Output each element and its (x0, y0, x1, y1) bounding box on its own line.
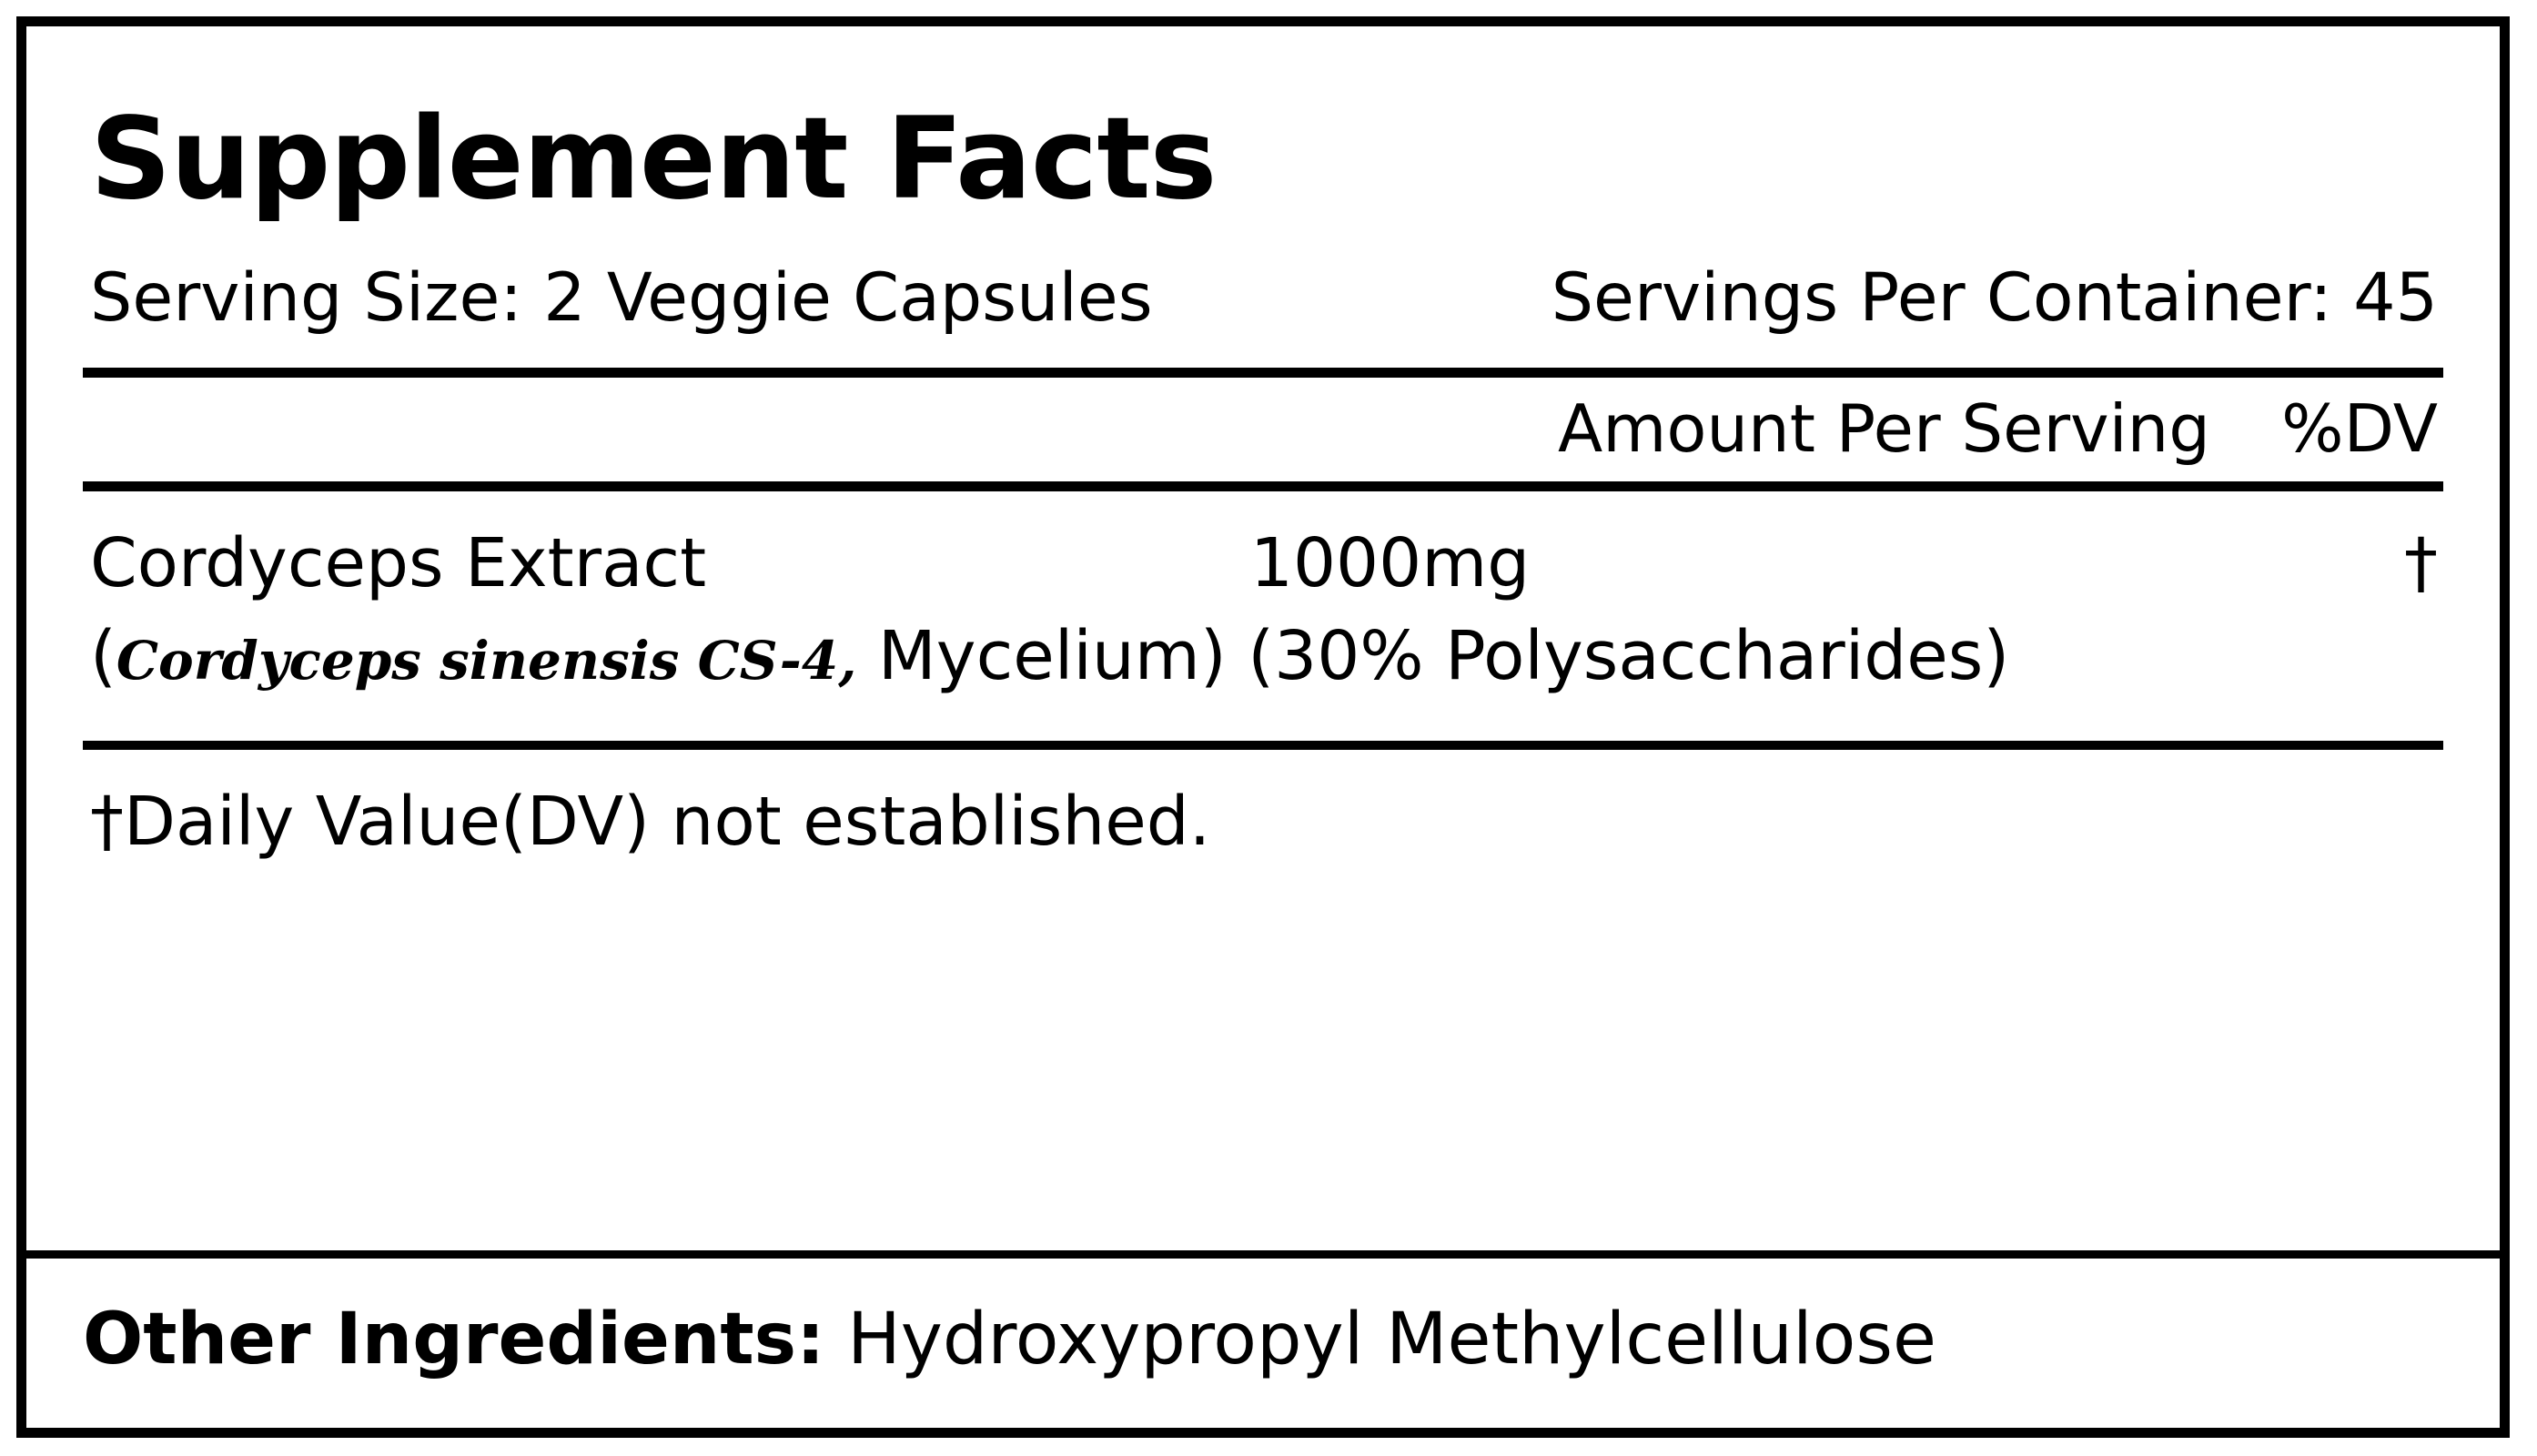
other-ingredients (83, 1299, 2463, 1380)
serving-size: Serving Size: 2 Veggie Capsules (90, 259, 1153, 337)
table-row (90, 524, 2438, 602)
other-ingredients-value: Hydroxypropyl Methylcellulose (847, 1299, 1936, 1380)
source-suffix: Mycelium) (30% Polysaccharides) (856, 617, 2010, 695)
source-prefix: ( (90, 617, 116, 695)
column-headers (83, 390, 2438, 467)
other-ingredients-label: Other Ingredients: (83, 1299, 825, 1380)
divider-other-ingredients (26, 1250, 2500, 1259)
ingredient-dv: † (2404, 524, 2438, 602)
page-title: Supplement Facts (90, 94, 1217, 225)
column-header-dv: %DV (2281, 390, 2438, 467)
divider-footnote (83, 741, 2443, 750)
supplement-facts-content (26, 26, 2500, 1428)
divider-top (83, 368, 2443, 378)
ingredient-name: Cordyceps Extract (90, 524, 707, 602)
servings-per-container: Servings Per Container: 45 (1551, 259, 2438, 337)
daily-value-footnote: †Daily Value(DV) not established. (90, 783, 1211, 861)
column-header-amount: Amount Per Serving (1557, 390, 2210, 467)
supplement-facts-panel (16, 16, 2510, 1438)
source-latin-name: Cordyceps sinensis CS-4, (116, 630, 857, 692)
ingredient-source-line (90, 617, 2443, 695)
ingredient-amount: 1000mg (1249, 524, 1531, 602)
divider-headers (83, 481, 2443, 491)
serving-info (90, 259, 2438, 337)
